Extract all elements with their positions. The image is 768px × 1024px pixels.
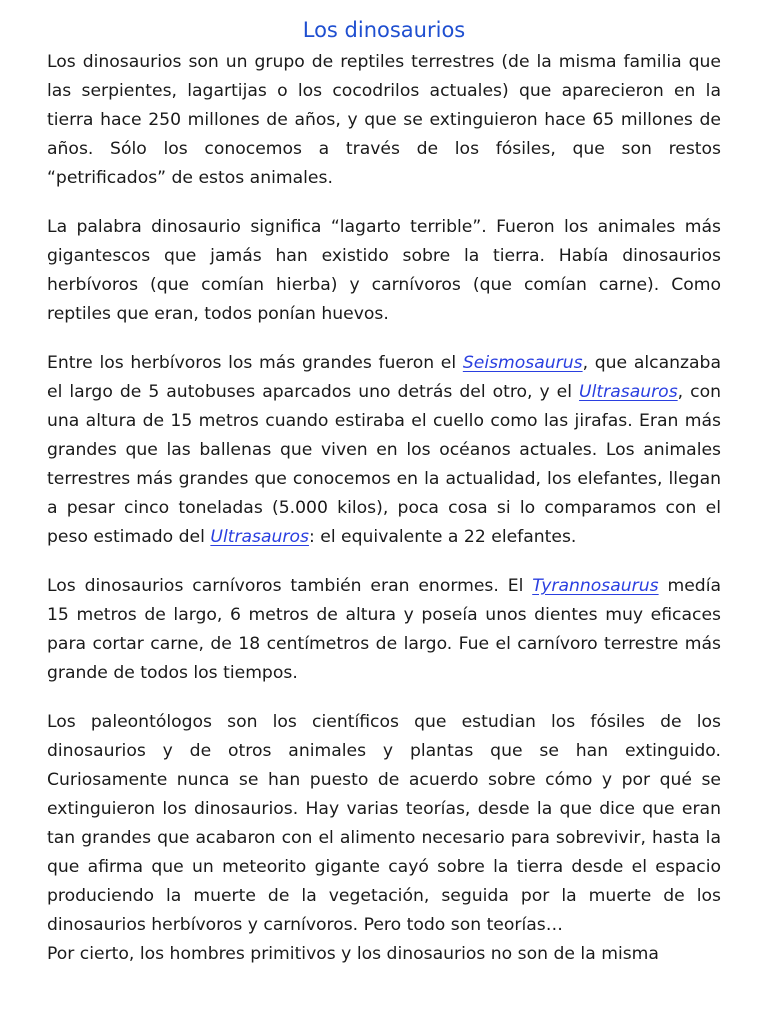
paragraph-text: : el equivalente a 22 elefantes. (308, 527, 577, 547)
paragraph-text: , que alcanzaba el largo de 5 autobuses aparcados uno detrás del otro, y el (47, 353, 721, 402)
paragraph-text: medía 15 metros de largo, 6 metros de altura y poseía unos dientes muy eficaces para cortar carne, de 18 centímetros de largo. Fue el carnívoro terrestre más grande de todos los tiempos. (47, 576, 721, 683)
paragraph-closing: Por cierto, los hombres primitivos y los dinosaurios no son de la misma (47, 944, 659, 964)
link-ultrasauros-2[interactable]: Ultrasauros (210, 527, 309, 547)
paragraph-text: Entre los herbívoros los más grandes fueron el (47, 353, 463, 373)
link-tyrannosaurus[interactable]: Tyrannosaurus (532, 576, 659, 596)
document-title: Los dinosaurios (302, 18, 466, 42)
paragraph-paleontologists: Los paleontólogos son los científicos que estudian los fósiles de los dinosaurios y de otros animales y plantas que se han extinguido. Curiosamente nunca se han puesto de acuerdo sobre cómo y por qué se extinguieron los dinosaurios. Hay varias teorías, desde la que dice que eran tan grandes que acabaron con el alimento necesario para sobrevivir, hasta la que afirma que un meteorito gigante cayó sobre la tierra desde el espacio produciendo la muerte de la vegetación, seguida por la muerte de los dinosaurios herbívoros y carnívoros. Pero todo son teorías… (47, 712, 721, 935)
paragraph-intro: Los dinosaurios son un grupo de reptiles terrestres (de la misma familia que las serpientes, lagartijas o los cocodrilos actuales) que aparecieron en la tierra hace 250 millones de años, y que se extinguieron hace 65 millones de años. Sólo los conocemos a través de los fósiles, que son restos “petrificados” de estos animales. (47, 52, 721, 188)
link-ultrasauros[interactable]: Ultrasauros (579, 382, 678, 402)
link-seismosaurus[interactable]: Seismosaurus (462, 353, 583, 373)
document-page (47, 14, 721, 969)
paragraph-herbivores (47, 349, 721, 552)
paragraph-meaning: La palabra dinosaurio significa “lagarto terrible”. Fueron los animales más gigantescos que jamás han existido sobre la tierra. Había dinosaurios herbívoros (que comían hierba) y carnívoros (que comían carne). Como reptiles que eran, todos ponían huevos. (47, 217, 721, 324)
paragraph-text: Los dinosaurios carnívoros también eran enormes. El (47, 576, 533, 596)
paragraph-text: , con una altura de 15 metros cuando estiraba el cuello como las jirafas. Eran más grandes que las ballenas que viven en los océanos actuales. Los animales terrestres más grandes que conocemos en la actualidad, los elefantes, llegan a pesar cinco toneladas (5.000 kilos), poca cosa si lo comparamos con el peso estimado del (47, 382, 721, 547)
paragraph-carnivores (47, 572, 721, 688)
